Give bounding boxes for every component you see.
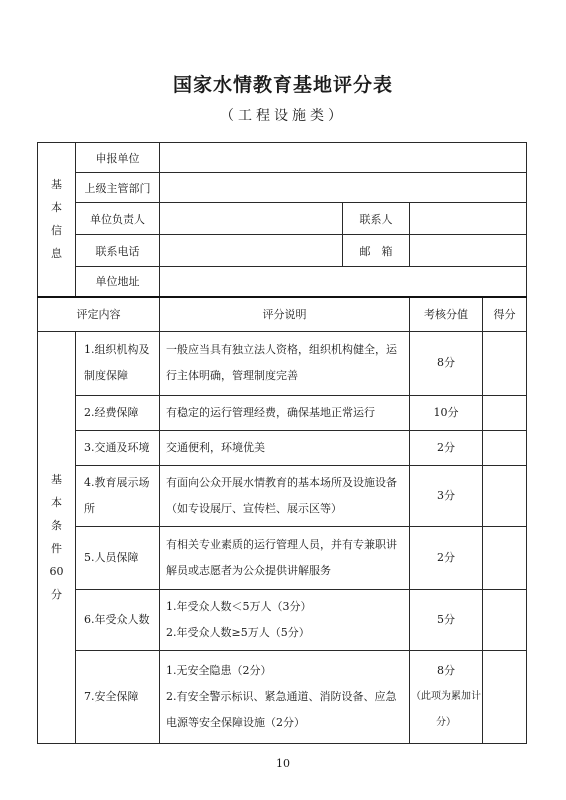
label-phone: 联系电话	[76, 235, 160, 267]
item-max-score: 8分	[410, 331, 483, 395]
label-responsible: 单位负责人	[76, 203, 160, 235]
score-field[interactable]	[483, 465, 527, 526]
basic-conditions-category: 基 本 条 件 60 分	[38, 331, 76, 743]
item-name: 5.人员保障	[76, 526, 160, 589]
label-contact: 联系人	[343, 203, 410, 235]
label-postcode: 邮 箱	[343, 235, 410, 267]
cumulative-note: （此项为累加计分）	[411, 690, 481, 728]
item-max-score: 10分	[410, 395, 483, 430]
item-description: 有面向公众开展水情教育的基本场所及设施设备（如专设展厅、宣传栏、展示区等）	[160, 465, 410, 526]
supervisor-field[interactable]	[160, 173, 527, 203]
score-field[interactable]	[483, 526, 527, 589]
item-name: 3.交通及环境	[76, 430, 160, 465]
label-address: 单位地址	[76, 267, 160, 297]
postcode-field[interactable]	[410, 235, 527, 267]
item-max-score: 2分	[410, 430, 483, 465]
responsible-field[interactable]	[160, 203, 343, 235]
item-max-score: 3分	[410, 465, 483, 526]
item-name: 2.经费保障	[76, 395, 160, 430]
score-field[interactable]	[483, 430, 527, 465]
phone-field[interactable]	[160, 235, 343, 267]
form-title: 国家水情教育基地评分表	[172, 74, 393, 96]
item-name: 6.年受众人数	[76, 589, 160, 650]
label-supervisor: 上级主管部门	[76, 173, 160, 203]
contact-field[interactable]	[410, 203, 527, 235]
score-field[interactable]	[483, 650, 527, 743]
item-description: 交通便利，环境优美	[160, 430, 410, 465]
item-description: 一般应当具有独立法人资格，组织机构健全，运行主体明确，管理制度完善	[160, 331, 410, 395]
address-field[interactable]	[160, 267, 527, 297]
header-description: 评分说明	[160, 297, 410, 332]
label-applicant: 申报单位	[76, 143, 160, 173]
header-content: 评定内容	[38, 297, 160, 332]
item-max-score: 5分	[410, 589, 483, 650]
item-description: 1.无安全隐患（2分） 2.有安全警示标识、紧急通道、消防设备、应急电源等安全保障设施（2分）	[160, 650, 410, 743]
score-field[interactable]	[483, 395, 527, 430]
scoring-form-table	[37, 142, 527, 744]
form-subtitle: （工程设施类）	[220, 108, 346, 124]
score-field[interactable]	[483, 331, 527, 395]
header-max-score: 考核分值	[410, 297, 483, 332]
item-description: 1.年受众人数＜5万人（3分） 2.年受众人数≥5万人（5分）	[160, 589, 410, 650]
item-name: 4.教育展示场所	[76, 465, 160, 526]
item-description: 有稳定的运行管理经费，确保基地正常运行	[160, 395, 410, 430]
item-max-score: 2分	[410, 526, 483, 589]
item-max-score: 8分 （此项为累加计分）	[410, 650, 483, 743]
item-name: 7.安全保障	[76, 650, 160, 743]
header-score: 得分	[483, 297, 527, 332]
page-number: 10	[276, 757, 290, 770]
category-points: 60	[49, 565, 64, 578]
applicant-field[interactable]	[160, 143, 527, 173]
score-field[interactable]	[483, 589, 527, 650]
item-name: 1.组织机构及制度保障	[76, 331, 160, 395]
item-description: 有相关专业素质的运行管理人员，并有专兼职讲解员或志愿者为公众提供讲解服务	[160, 526, 410, 589]
basic-info-category: 基 本 信 息	[38, 143, 76, 297]
